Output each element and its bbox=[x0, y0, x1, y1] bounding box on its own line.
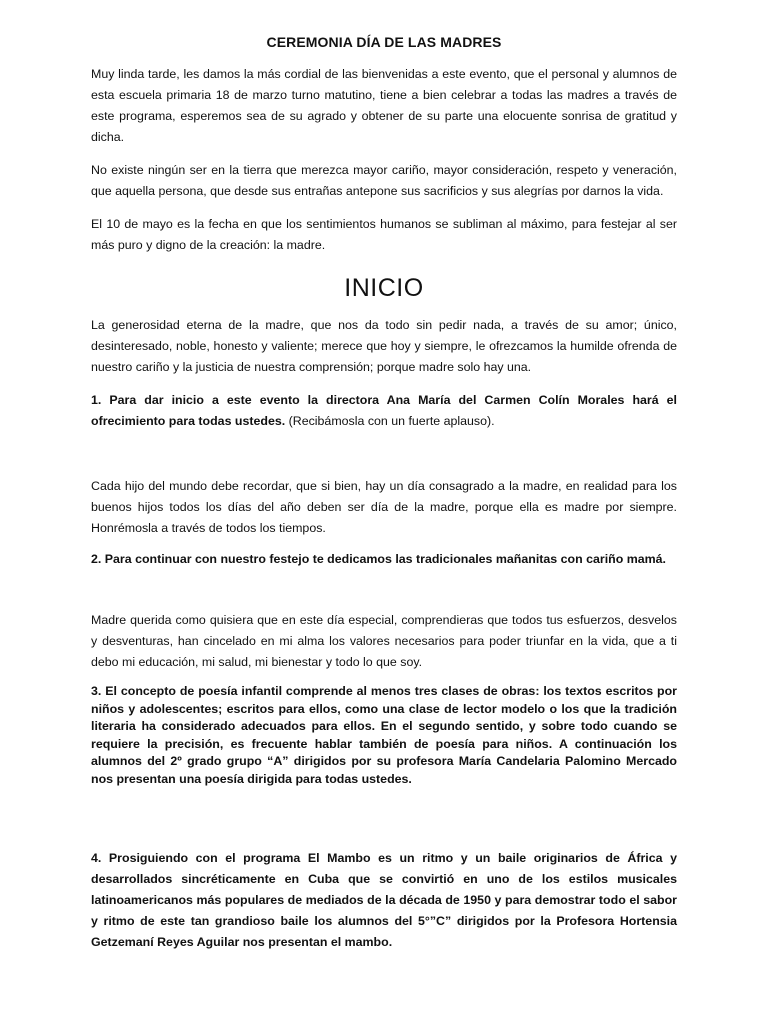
program-item-4: 4. Prosiguiendo con el programa El Mambo es un ritmo y un baile originarios de África y desarrollados sincréticamente en Cuba que se convirtió en uno de los estilos musicales latinoamericanos más populares de mediados de la década de 1950 y para demostrar todo el sabor y ritmo de este tan grandioso baile los alumnos del 5°”C” dirigidos por la Profesora Hortensia Getzemaní Reyes Aguilar nos presentan el mambo. bbox=[91, 851, 677, 949]
program-item-1-bold: 1. Para dar inicio a este evento la directora Ana María del Carmen Colín Morales hará el ofrecimiento para todas ustedes. bbox=[91, 393, 677, 428]
program-item-1 bbox=[91, 390, 677, 432]
section-heading-inicio: INICIO bbox=[344, 274, 424, 302]
paragraph-welcome: Muy linda tarde, les damos la más cordial de las bienvenidas a este evento, que el personal y alumnos de esta escuela primaria 18 de marzo turno matutino, tiene a bien celebrar a todas las madres a través de este programa, esperemos sea de su agrado y obtener de su parte una elocuente sonrisa de gratitud y dicha. bbox=[91, 67, 677, 144]
paragraph-veneration: No existe ningún ser en la tierra que merezca mayor cariño, mayor consideración, respeto y veneración, que aquella persona, que desde sus entrañas antepone sus sacrificios y sus alegrías por darnos la vida. bbox=[91, 163, 677, 198]
document-title: CEREMONIA DÍA DE LAS MADRES bbox=[266, 34, 502, 50]
program-item-1-note: (Recibámosla con un fuerte aplauso). bbox=[285, 414, 495, 428]
program-item-2: 2. Para continuar con nuestro festejo te dedicamos las tradicionales mañanitas con cariño mamá. bbox=[91, 552, 666, 566]
paragraph-generosity: La generosidad eterna de la madre, que nos da todo sin pedir nada, a través de su amor; único, desinteresado, noble, honesto y valiente; merece que hoy y siempre, le ofrezcamos la humilde ofrenda de nuestro cariño y la justicia de nuestra comprensión; porque madre solo hay una. bbox=[91, 318, 677, 374]
program-item-3: 3. El concepto de poesía infantil comprende al menos tres clases de obras: los textos escritos por niños y adolescentes; escritos para ellos, como una clase de lector modelo o los que la tradición literaria ha considerado adecuados para ellos. En el segundo sentido, y sobre todo cuando se requiere la precisión, es frecuente hablar también de poesía para niños. A continuación los alumnos del 2º grado grupo “A” dirigidos por su profesora María Candelaria Palomino Mercado nos presentan una poesía dirigida para todas ustedes. bbox=[91, 684, 677, 786]
paragraph-every-child: Cada hijo del mundo debe recordar, que si bien, hay un día consagrado a la madre, en realidad para los buenos hijos todos los días del año deben ser día de la madre, porque ella es madre por siempre. Honrémosla a través de todos los tiempos. bbox=[91, 479, 677, 535]
paragraph-dear-mother: Madre querida como quisiera que en este día especial, comprendieras que todos tus esfuerzos, desvelos y desventuras, han cincelado en mi alma los valores necesarios para poder triunfar en la vida, que a ti debo mi educación, mi salud, mi bienestar y todo lo que soy. bbox=[91, 613, 677, 669]
paragraph-may-10: El 10 de mayo es la fecha en que los sentimientos humanos se subliman al máximo, para festejar al ser más puro y digno de la creación: la madre. bbox=[91, 217, 677, 252]
